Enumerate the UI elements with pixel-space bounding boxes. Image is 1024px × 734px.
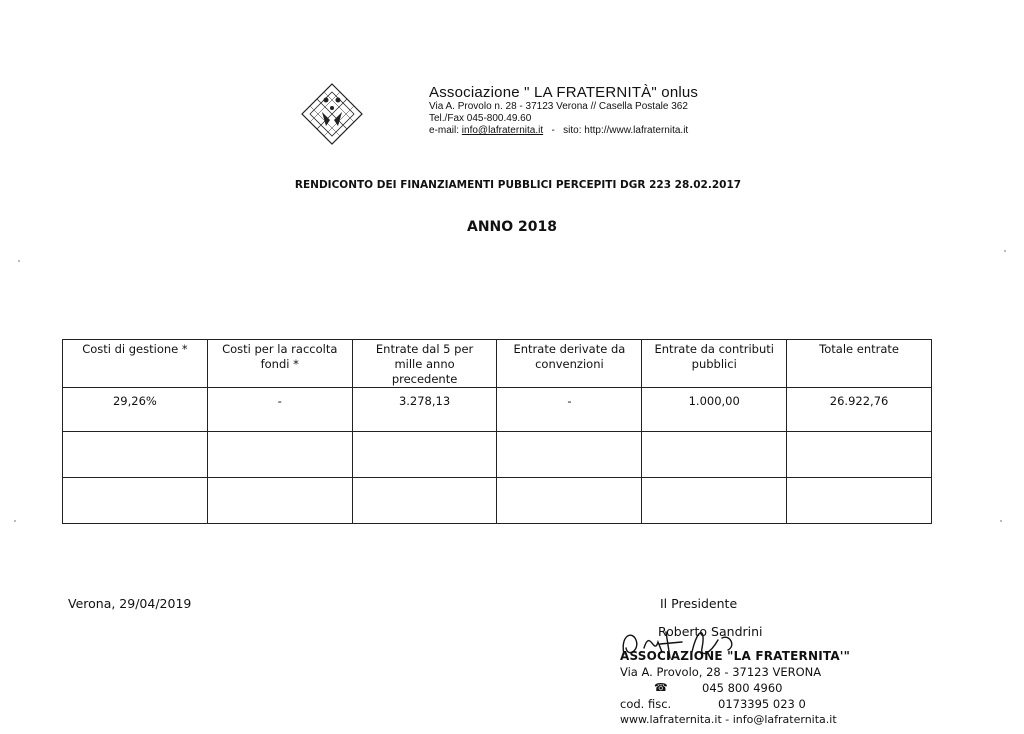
table-cell [497, 478, 642, 524]
table-header-row [63, 340, 932, 388]
association-stamp [620, 648, 850, 728]
scan-speck [14, 520, 16, 522]
table-cell: 26.922,76 [787, 388, 932, 432]
org-name: Associazione " LA FRATERNITÀ" onlus [429, 84, 699, 101]
president-role: Il Presidente [660, 596, 738, 611]
table-cell [497, 432, 642, 478]
stamp-codfisc-row [620, 696, 850, 712]
table-cell [63, 432, 208, 478]
table-cell [352, 432, 497, 478]
year-heading: ANNO 2018 [466, 219, 557, 235]
president-name: Roberto Sandrini [658, 624, 763, 639]
org-telfax: Tel./Fax 045-800.49.60 [429, 113, 532, 124]
site-separator: - [551, 125, 555, 136]
table-row [63, 478, 932, 524]
table-cell [787, 478, 932, 524]
stamp-web: www.lafraternita.it - info@lafraternita.it [620, 713, 837, 726]
table-cell [207, 432, 352, 478]
header-costi-gestione: Costi di gestione * [63, 340, 208, 388]
association-logo [300, 82, 364, 146]
header-costi-raccolta: Costi per la raccolta fondi * [207, 340, 352, 388]
org-address: Via A. Provolo n. 28 - 37123 Verona // Casella Postale 362 [429, 101, 688, 112]
scan-speck [1004, 250, 1006, 252]
header-entrate-contributi: Entrate da contributi pubblici [642, 340, 787, 388]
website-link[interactable]: sito: http://www.lafraternita.it [563, 125, 689, 136]
phone-icon: ☎ [654, 681, 668, 694]
table-cell [63, 478, 208, 524]
organization-header [429, 84, 698, 137]
email-link[interactable]: info@lafraternita.it [461, 125, 544, 136]
table-cell [642, 432, 787, 478]
scan-speck [18, 260, 20, 262]
stamp-phone-row [620, 680, 850, 696]
stamp-codfisc: 0173395 023 0 [718, 697, 806, 711]
table-cell: 1.000,00 [642, 388, 787, 432]
stamp-address: Via A. Provolo, 28 - 37123 VERONA [620, 665, 822, 679]
stamp-codfisc-label: cod. fisc. [620, 697, 672, 711]
table-cell: 29,26% [63, 388, 208, 432]
stamp-phone: 045 800 4960 [702, 681, 783, 695]
table-cell [207, 478, 352, 524]
org-contacts [429, 125, 698, 137]
table-row [63, 432, 932, 478]
funding-table [62, 339, 932, 524]
table-cell: 3.278,13 [352, 388, 497, 432]
email-label: e-mail: [429, 125, 460, 136]
header-entrate-5-per-mille: Entrate dal 5 per mille anno precedente [352, 340, 497, 388]
table-cell: - [207, 388, 352, 432]
header-totale-entrate: Totale entrate [787, 340, 932, 388]
place-date: Verona, 29/04/2019 [68, 596, 192, 611]
document-title: RENDICONTO DEI FINANZIAMENTI PUBBLICI PERCEPITI DGR 223 28.02.2017 [294, 179, 742, 191]
table-row [63, 388, 932, 432]
stamp-association-name: ASSOCIAZIONE "LA FRATERNITA'" [620, 649, 851, 663]
table-cell [787, 432, 932, 478]
header-entrate-convenzioni: Entrate derivate da convenzioni [497, 340, 642, 388]
table-cell [352, 478, 497, 524]
table-cell: - [497, 388, 642, 432]
table-cell [642, 478, 787, 524]
scan-speck [1000, 520, 1002, 522]
